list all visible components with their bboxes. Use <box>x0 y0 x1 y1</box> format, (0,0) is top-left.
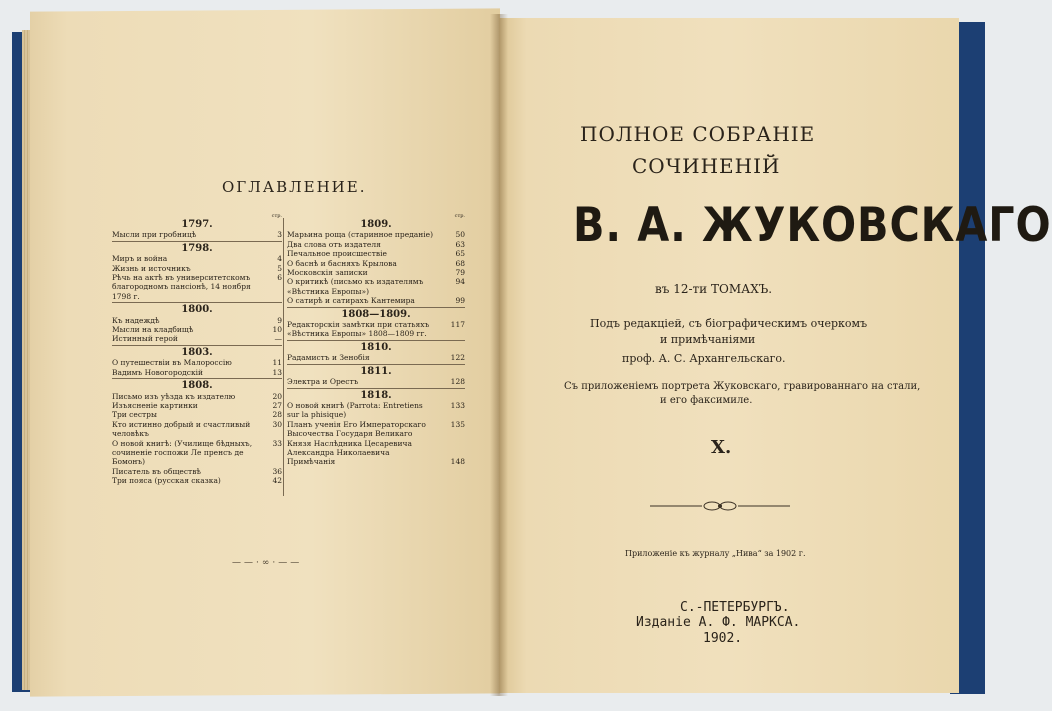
toc-section-rule <box>287 364 465 365</box>
toc-year-heading: 1818. <box>360 389 392 401</box>
toc-entry-page: 5 <box>277 263 282 273</box>
toc-entry-page: 63 <box>455 239 465 249</box>
toc-entry <box>112 392 282 401</box>
toc-entry-title: Изъясненіе картинки <box>112 400 198 410</box>
toc-entry <box>112 358 282 367</box>
toc-entry <box>112 467 282 476</box>
toc-entry-page: 36 <box>272 466 282 476</box>
toc-entry-title: Кто истинно добрый и счастливый человѣкъ <box>112 419 251 439</box>
editor-line-1: Подъ редакціей, съ біографическимъ очеркомъ <box>590 317 868 330</box>
appendix-line-2: и его факсимиле. <box>660 395 753 406</box>
toc-year-heading: 1809. <box>360 219 392 230</box>
toc-entry-title: О сатирѣ и сатирахъ Кантемира <box>287 296 415 306</box>
toc-entry-title: Писатель въ обществѣ <box>112 466 201 476</box>
toc-entry-page: 50 <box>455 230 465 240</box>
toc-entry-page: 135 <box>450 419 465 429</box>
toc-entry-title: Мысли на кладбищѣ <box>112 325 194 335</box>
toc-entry-title: Миръ и война <box>112 254 168 264</box>
toc-entry <box>112 334 282 343</box>
toc-entry-title: Печальное происшествіе <box>287 249 387 259</box>
toc-entry-page: 11 <box>272 358 282 368</box>
toc-entry-title: Рѣчь на актѣ въ университетскомъ благородномъ пансіонѣ, 14 ноября 1798 г. <box>112 273 251 301</box>
toc-year-heading: 1808—1809. <box>341 308 411 320</box>
toc-entry-title: Примѣчанія <box>287 457 336 467</box>
toc-entry-page: 4 <box>277 254 282 264</box>
toc-section-rule <box>112 345 282 346</box>
toc-entry <box>287 268 465 277</box>
appendix-line-1: Съ приложеніемъ портрета Жуковскаго, гравированнаго на стали, <box>564 381 921 392</box>
supplement-note: Приложеніе къ журналу „Нива“ за 1902 г. <box>625 549 806 558</box>
toc-entry <box>287 353 465 362</box>
toc-entry-page: 13 <box>272 367 282 377</box>
toc-entry-page: 133 <box>450 400 465 410</box>
toc-entry-title: О новой книгѣ: (Училище бѣдныхъ, сочиненіе госпожи Ле пренсъ де Бомонъ) <box>112 438 253 467</box>
toc-entry-title: Три пояса (русская сказка) <box>112 476 221 486</box>
toc-entry-title: Вадимъ Новогородскій <box>112 367 204 377</box>
toc-entry-page: 79 <box>455 268 465 278</box>
toc-entry-title: Жизнь и источникъ <box>112 263 191 273</box>
toc-entry <box>112 273 282 301</box>
toc-section-rule <box>112 378 282 379</box>
toc-entry-title: Мысли при гробницѣ <box>112 230 197 240</box>
author-name: В. А. ЖУКОВСКАГО <box>573 198 1052 253</box>
toc-section-rule <box>112 302 282 303</box>
toc-entry <box>287 401 465 420</box>
toc-entry-title: Истинный герой <box>112 334 178 344</box>
title-line-2: СОЧИНЕНІЙ <box>632 154 781 178</box>
toc-entry-page: 128 <box>450 377 465 387</box>
toc-entry <box>112 264 282 273</box>
toc-entry-page: 65 <box>455 249 465 259</box>
toc-section-rule <box>287 340 465 341</box>
toc-entry <box>112 401 282 410</box>
toc-entry-title: Редакторскія замѣтки при статьяхъ «Вѣстника Европы» 1808—1809 гг. <box>287 320 430 339</box>
toc-page-column-label: стр. <box>454 213 465 219</box>
publisher: Изданіе А. Ф. МАРКСА. <box>636 615 801 630</box>
volumes-count: въ 12-ти ТОМАХЪ. <box>655 282 773 296</box>
toc-entry <box>112 439 282 467</box>
toc-title: ОГЛАВЛЕНИЕ. <box>222 178 367 196</box>
toc-year-heading: 1811. <box>360 365 392 377</box>
toc-entry <box>112 368 282 377</box>
toc-entry-title: О критикѣ (письмо къ издателямъ «Вѣстника Европы») <box>287 277 424 296</box>
toc-entry-title: Два слова отъ издателя <box>287 239 381 249</box>
toc-entry-page: 99 <box>455 296 465 306</box>
toc-section-rule <box>112 241 282 242</box>
toc-entry <box>287 240 465 249</box>
toc-section-rule <box>287 307 465 308</box>
toc-entry-title: Марьина роща (старинное преданіе) <box>287 230 434 240</box>
toc-entry <box>112 230 282 239</box>
toc-year-heading: 1810. <box>360 341 392 353</box>
toc-entry-page: 10 <box>272 325 282 335</box>
toc-entry-page: 3 <box>277 230 282 240</box>
toc-entry-page: 28 <box>272 410 282 420</box>
toc-entry-page: — <box>274 334 282 344</box>
toc-entry-title: О баснѣ и басняхъ Крылова <box>287 258 397 268</box>
toc-entry-page: 6 <box>277 273 282 283</box>
toc-entry <box>287 457 465 466</box>
toc-entry-page: 148 <box>450 457 465 467</box>
toc-year-heading: 1803. <box>181 346 213 358</box>
toc-entry <box>287 320 465 339</box>
toc-left-column <box>112 213 282 486</box>
volume-number: X. <box>711 437 732 458</box>
toc-section-rule <box>287 388 465 389</box>
toc-entry <box>287 420 465 458</box>
toc-page-column-label: стр. <box>271 213 282 219</box>
toc-entry-title: Планъ ученія Его Императорскаго Высочества Государя Великаго Князя Наслѣдника Цесаревича Александра Николаевича <box>287 419 426 457</box>
toc-year-heading: 1797. <box>181 219 213 230</box>
toc-entry-title: Электра и Орестъ <box>287 377 359 387</box>
toc-entry-page: 68 <box>455 258 465 268</box>
toc-entry-title: Три сестры <box>112 410 157 420</box>
book-gutter <box>490 14 508 696</box>
toc-entry-page: 20 <box>272 391 282 401</box>
toc-entry <box>112 410 282 419</box>
toc-year-heading: 1798. <box>181 242 213 254</box>
toc-column-divider <box>283 218 284 496</box>
toc-entry-page: 42 <box>272 476 282 486</box>
toc-entry-title: О новой книгѣ (Parrota: Entretiens sur la phisique) <box>287 400 423 420</box>
toc-entry-page: 122 <box>450 353 465 363</box>
toc-entry-title: Московскія записки <box>287 268 368 278</box>
toc-entry-page: 30 <box>272 419 282 429</box>
publication-city: С.-ПЕТЕРБУРГЪ. <box>680 600 790 615</box>
toc-entry-title: Радамистъ и Зенобія <box>287 353 370 363</box>
left-page-ornament: ——·∞·—— <box>232 558 303 568</box>
title-line-1: ПОЛНОЕ СОБРАНІЕ <box>580 122 816 146</box>
toc-year-heading: 1808. <box>181 380 213 392</box>
toc-entry-page: 33 <box>272 438 282 448</box>
editor-line-2: и примѣчаніями <box>660 333 756 346</box>
toc-entry <box>112 476 282 485</box>
toc-entry <box>287 259 465 268</box>
toc-entry <box>112 325 282 334</box>
toc-right-column <box>287 213 465 467</box>
toc-entry <box>112 316 282 325</box>
toc-entry-title: Къ надеждѣ <box>112 315 160 325</box>
publication-year: 1902. <box>703 631 743 646</box>
title-ornament <box>650 500 790 512</box>
toc-entry <box>287 377 465 386</box>
toc-entry-page: 94 <box>455 277 465 287</box>
toc-entry <box>287 249 465 258</box>
toc-entry-title: Письмо изъ уѣзда къ издателю <box>112 391 236 401</box>
toc-entry-page: 27 <box>272 400 282 410</box>
toc-entry-page: 117 <box>450 320 465 330</box>
toc-entry <box>112 420 282 439</box>
toc-entry <box>112 254 282 263</box>
professor-name: проф. А. С. Архангельскаго. <box>622 352 786 365</box>
toc-entry-page: 9 <box>277 315 282 325</box>
toc-year-heading: 1800. <box>181 304 213 316</box>
toc-entry-title: О путешествіи въ Малороссію <box>112 358 232 368</box>
toc-entry <box>287 230 465 239</box>
toc-entry <box>287 277 465 296</box>
toc-entry <box>287 296 465 305</box>
